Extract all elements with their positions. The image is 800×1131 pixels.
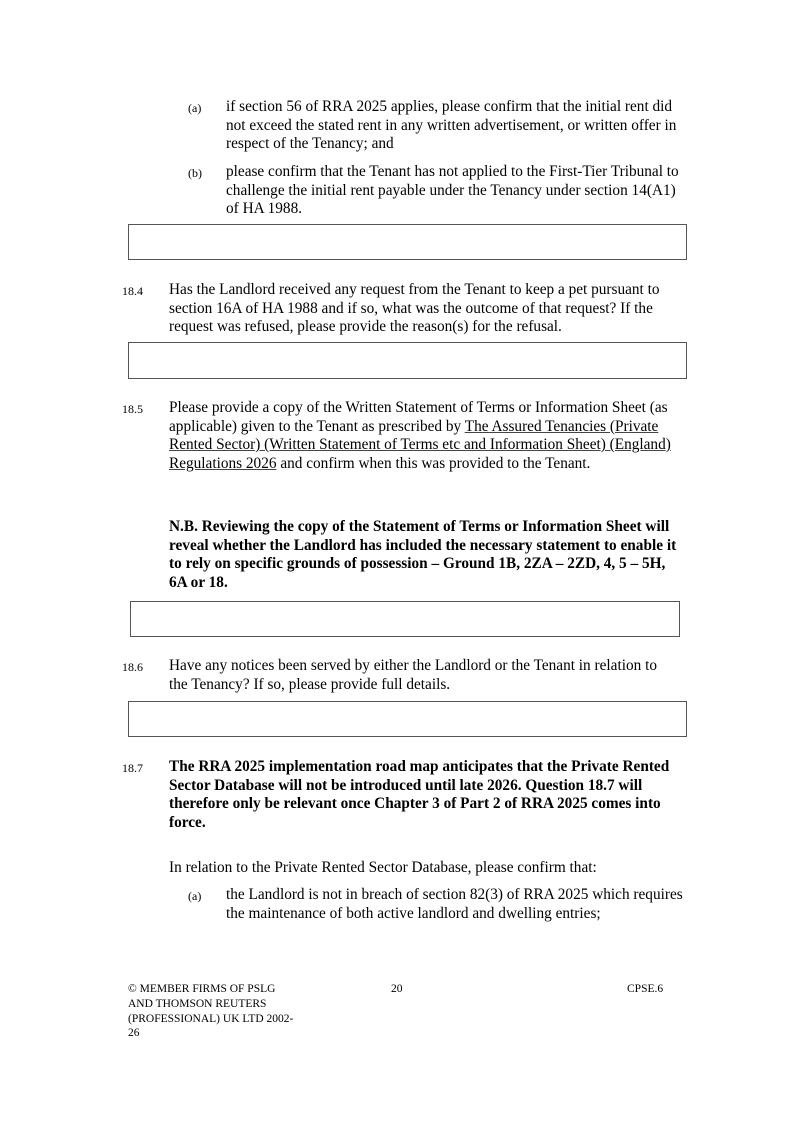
- item-18-6-text: Have any notices been served by either the Landlord or the Tenant in relation to the Tenancy? If so, please provide full details.: [169, 657, 657, 693]
- item-18-7-intro: In relation to the Private Rented Sector Database, please confirm that:: [169, 859, 597, 876]
- item-18-7-bold-text: The RRA 2025 implementation road map anticipates that the Private Rented Sector Database will not be introduced until late 2026. Question 18.7 will therefore only be relevant once Chapter 3 of Part 2 of RRA 2025 comes into force.: [169, 758, 670, 831]
- item-18-5-note: N.B. Reviewing the copy of the Statement of Terms or Information Sheet will reveal whether the Landlord has included the necessary statement to enable it to rely on specific grounds of possession – Ground 1B, 2ZA – 2ZD, 4, 5 – 5H, 6A or 18.: [169, 518, 677, 591]
- answer-box-18-6[interactable]: [128, 701, 687, 737]
- item-18-3-b-text: please confirm that the Tenant has not applied to the First-Tier Tribunal to challenge the initial rent payable under the Tenancy under section 14(A1) of HA 1988.: [226, 163, 679, 217]
- footer-copyright: © MEMBER FIRMS OF PSLG AND THOMSON REUTERS (PROFESSIONAL) UK LTD 2002-26: [128, 983, 294, 1040]
- answer-box-18-4[interactable]: [128, 342, 687, 379]
- item-18-3-a-text: if section 56 of RRA 2025 applies, please confirm that the initial rent did not exceed the stated rent in any written advertisement, or written offer in respect of the Tenancy; and: [226, 98, 677, 152]
- item-18-4-number: 18.4: [122, 284, 143, 298]
- item-18-6-number: 18.6: [122, 660, 143, 674]
- regulations-link[interactable]: The Assured Tenancies (Private Rented Sector) (Written Statement of Terms etc and Information Sheet) (England) Regulations 2026: [169, 417, 671, 472]
- item-18-5-text-before: Please provide a copy of the Written Statement of Terms or Information Sheet (as applicable) given to the Tenant as prescribed by: [169, 399, 668, 435]
- item-18-5-text: [169, 399, 679, 473]
- item-18-7-number: 18.7: [122, 761, 143, 775]
- footer-form-code: CPSE.6: [627, 983, 664, 995]
- footer-page-number: 20: [391, 983, 403, 995]
- item-18-4-text: Has the Landlord received any request from the Tenant to keep a pet pursuant to section 16A of HA 1988 and if so, what was the outcome of that request? If the request was refused, please provide the reason(s) for the refusal.: [169, 281, 660, 335]
- item-18-5-number: 18.5: [122, 402, 143, 416]
- item-18-5-text-after: and confirm when this was provided to the Tenant.: [276, 454, 591, 472]
- item-18-7-a-text: the Landlord is not in breach of section 82(3) of RRA 2025 which requires the maintenance of both active landlord and dwelling entries;: [226, 886, 683, 922]
- answer-box-18-3[interactable]: [128, 224, 687, 260]
- subitem-label-a-18-7: (a): [188, 889, 202, 903]
- answer-box-18-5[interactable]: [130, 601, 680, 637]
- subitem-label-a: (a): [188, 101, 202, 115]
- subitem-label-b: (b): [188, 166, 202, 180]
